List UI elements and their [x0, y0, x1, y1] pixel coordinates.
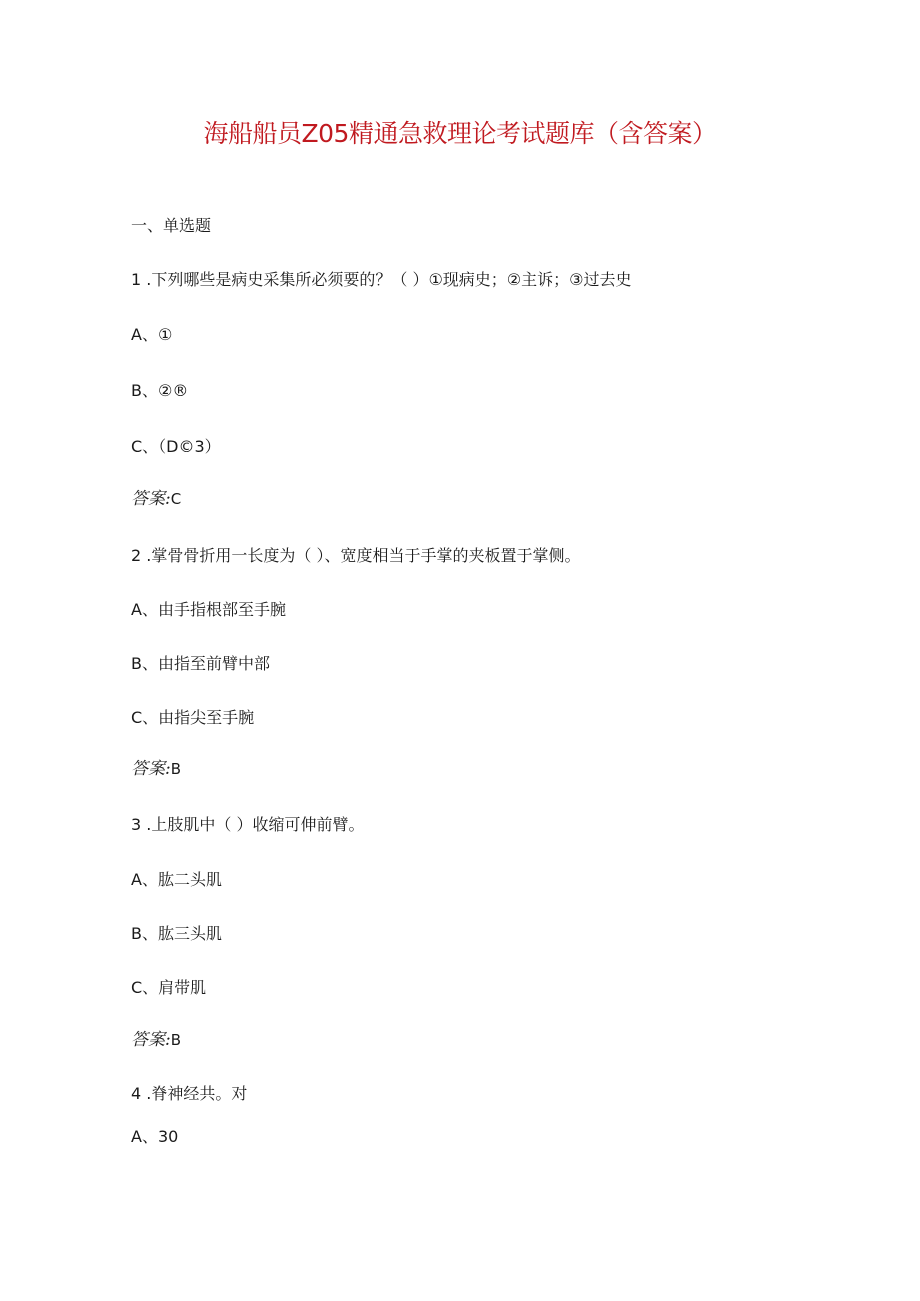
question-2-option-c: C、由指尖至手腕 — [131, 708, 255, 727]
question-4-stem: 4 .脊神经共。对 — [131, 1084, 248, 1103]
question-1-option-b: B、②® — [131, 381, 189, 400]
question-4-option-a: A、30 — [131, 1127, 179, 1146]
document-title: 海船船员Z05精通急救理论考试题库（含答案） — [203, 119, 717, 148]
question-1-option-c: C、（D©3） — [131, 437, 221, 456]
answer-value: C — [170, 490, 182, 508]
answer-label: 答案: — [131, 489, 171, 509]
question-3-answer — [131, 1030, 181, 1050]
question-2-answer — [131, 759, 181, 779]
question-3-option-c: C、肩带肌 — [131, 978, 207, 997]
answer-value: B — [170, 760, 182, 778]
question-2-option-b: B、由指至前臂中部 — [131, 654, 270, 673]
question-2-option-a: A、由手指根部至手腕 — [131, 600, 286, 619]
question-3-option-b: B、肱三头肌 — [131, 924, 222, 943]
answer-label: 答案: — [131, 759, 171, 779]
answer-label: 答案: — [131, 1030, 171, 1050]
question-3-stem: 3 .上肢肌中（ ）收缩可伸前臂。 — [131, 815, 365, 834]
question-1-answer — [131, 489, 181, 509]
question-1-option-a: A、① — [131, 325, 173, 344]
section-heading: 一、单选题 — [131, 216, 212, 235]
question-1-stem: 1 .下列哪些是病史采集所必须要的？（ ）①现病史；②主诉；③过去史 — [131, 270, 632, 289]
answer-value: B — [170, 1031, 182, 1049]
question-3-option-a: A、肱二头肌 — [131, 870, 222, 889]
question-2-stem: 2 .掌骨骨折用一长度为（ ）、宽度相当于手掌的夹板置于掌侧。 — [131, 546, 581, 565]
